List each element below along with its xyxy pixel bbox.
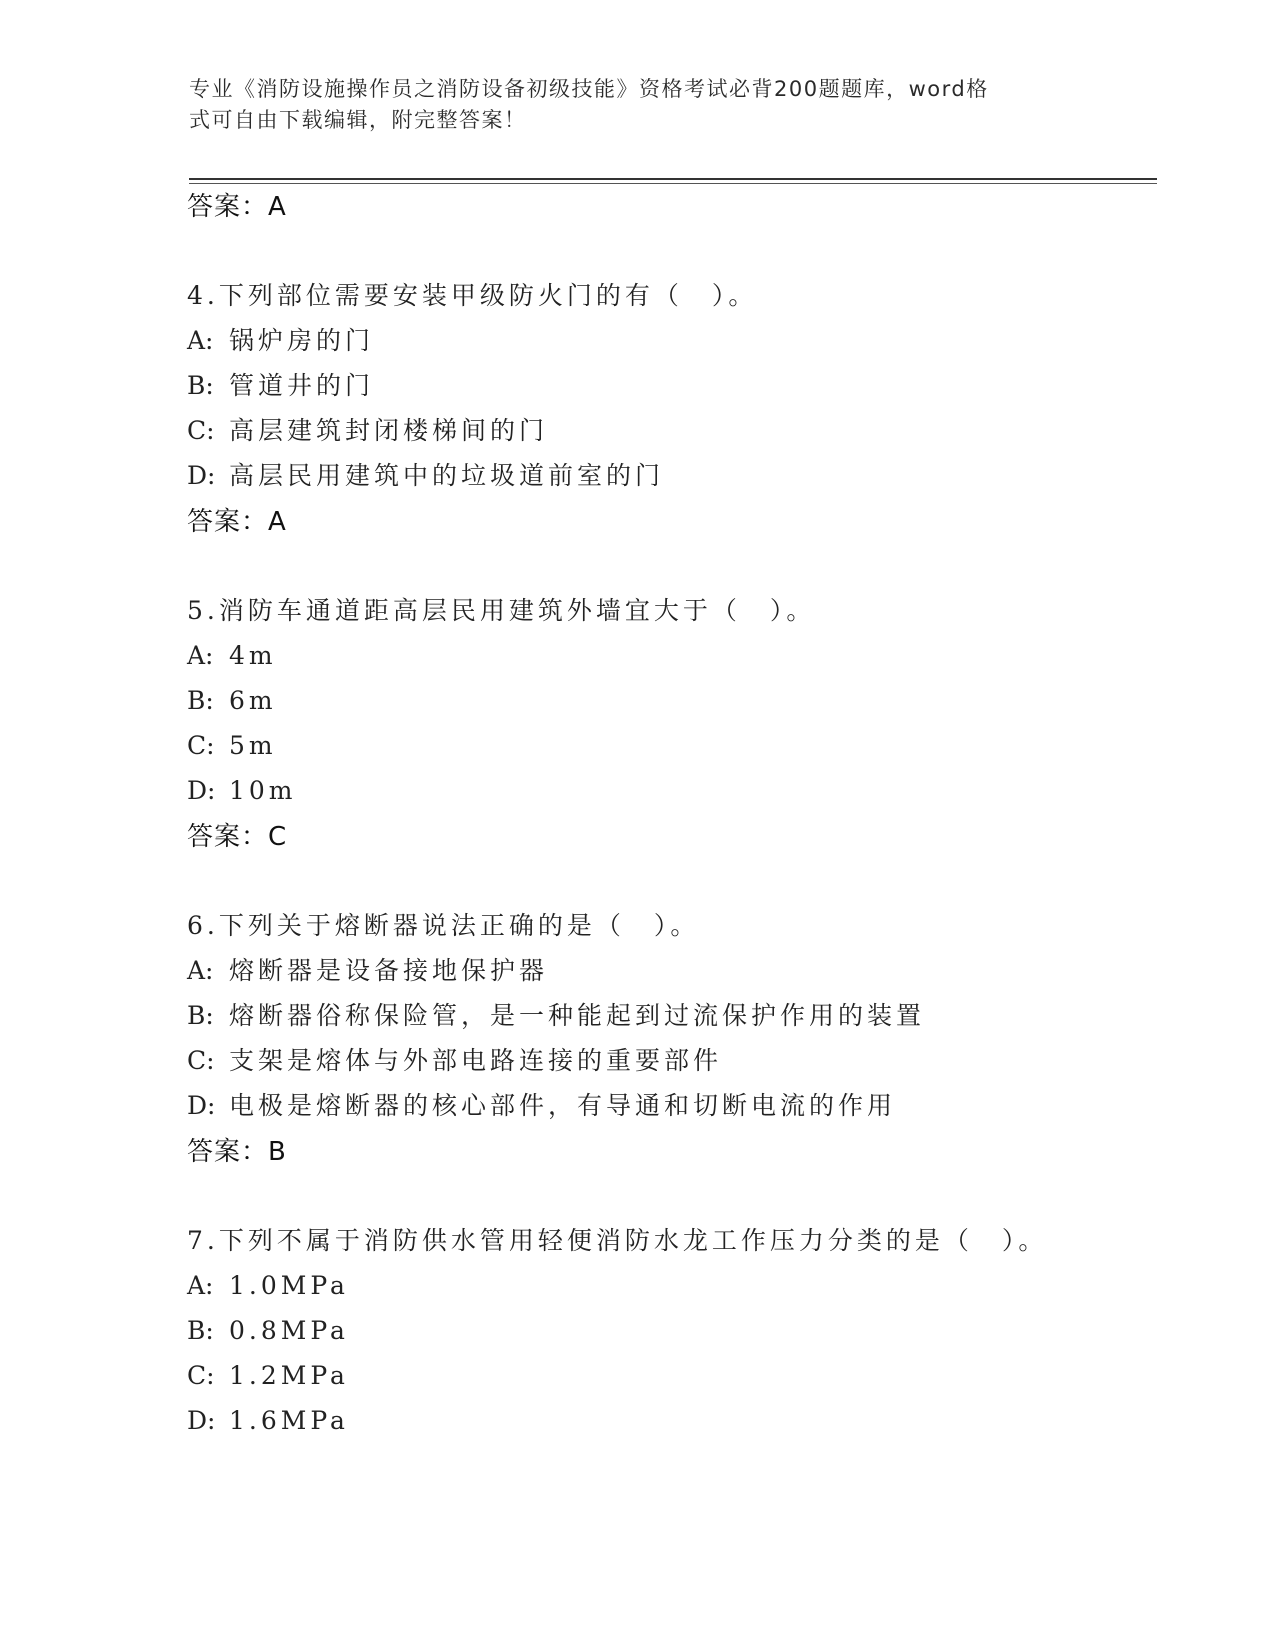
- option-letter: B:: [187, 1316, 214, 1345]
- header-line-1: 专业《消防设施操作员之消防设备初级技能》资格考试必背200题题库，word格: [189, 77, 989, 101]
- question-7-option-b: [187, 1314, 349, 1348]
- option-text: 熔断器俗称保险管，是一种能起到过流保护作用的装置: [229, 1001, 926, 1030]
- option-letter: D:: [187, 776, 216, 805]
- option-text: 高层建筑封闭楼梯间的门: [229, 416, 549, 445]
- question-7-stem: 7.下列不属于消防供水管用轻便消防水龙工作压力分类的是（ ）。: [187, 1226, 1048, 1255]
- answer-prev: [187, 190, 287, 224]
- option-text: 电极是熔断器的核心部件，有导通和切断电流的作用: [229, 1091, 897, 1120]
- option-text: 1.6MPa: [229, 1406, 349, 1435]
- question-4-option-c: [187, 414, 548, 448]
- option-text: 5m: [229, 731, 277, 760]
- header-rule-thin: [189, 183, 1157, 184]
- option-text: 10m: [229, 776, 297, 805]
- question-5-option-c: [187, 729, 277, 763]
- option-text: 熔断器是设备接地保护器: [229, 956, 549, 985]
- option-letter: A:: [187, 641, 214, 670]
- option-letter: C:: [187, 731, 215, 760]
- answer-value: A: [268, 192, 287, 222]
- option-letter: C:: [187, 1046, 215, 1075]
- option-letter: A:: [187, 326, 214, 355]
- option-letter: C:: [187, 416, 215, 445]
- question-6-stem: 6.下列关于熔断器说法正确的是（ ）。: [187, 911, 700, 940]
- question-6-option-a: [187, 954, 548, 988]
- question-4-stem: 4.下列部位需要安装甲级防火门的有（ ）。: [187, 281, 758, 310]
- option-letter: B:: [187, 371, 214, 400]
- question-7-option-d: [187, 1404, 349, 1438]
- option-text: 1.0MPa: [229, 1271, 349, 1300]
- question-6-option-d: [187, 1089, 896, 1123]
- answer-label: 答案：: [187, 1137, 269, 1167]
- option-text: 高层民用建筑中的垃圾道前室的门: [229, 461, 665, 490]
- option-text: 6m: [229, 686, 277, 715]
- header-line-2: 式可自由下载编辑，附完整答案！: [189, 108, 527, 132]
- option-letter: A:: [187, 1271, 214, 1300]
- option-text: 管道井的门: [229, 371, 375, 400]
- question-4-answer: [187, 505, 287, 539]
- question-5-option-a: [187, 639, 277, 673]
- answer-value: A: [268, 507, 287, 537]
- question-5-option-d: [187, 774, 297, 808]
- option-letter: D:: [187, 461, 216, 490]
- question-6-option-c: [187, 1044, 722, 1078]
- option-letter: D:: [187, 1091, 216, 1120]
- header-rule-thick: [189, 178, 1157, 180]
- question-4-option-d: [187, 459, 664, 493]
- answer-label: 答案：: [187, 192, 269, 222]
- option-letter: C:: [187, 1361, 215, 1390]
- question-5-stem: 5.消防车通道距高层民用建筑外墙宜大于（ ）。: [187, 596, 816, 625]
- option-text: 4m: [229, 641, 277, 670]
- answer-value: C: [268, 822, 288, 852]
- option-letter: D:: [187, 1406, 216, 1435]
- answer-label: 答案：: [187, 507, 269, 537]
- answer-label: 答案：: [187, 822, 269, 852]
- option-text: 1.2MPa: [229, 1361, 349, 1390]
- question-4-option-b: [187, 369, 374, 403]
- question-7-option-a: [187, 1269, 349, 1303]
- question-4-option-a: [187, 324, 374, 358]
- question-6-option-b: [187, 999, 925, 1033]
- option-letter: B:: [187, 686, 214, 715]
- option-text: 锅炉房的门: [229, 326, 375, 355]
- option-letter: B:: [187, 1001, 214, 1030]
- question-6-answer: [187, 1135, 287, 1169]
- option-letter: A:: [187, 956, 214, 985]
- question-5-option-b: [187, 684, 277, 718]
- option-text: 0.8MPa: [229, 1316, 349, 1345]
- option-text: 支架是熔体与外部电路连接的重要部件: [229, 1046, 723, 1075]
- question-7-option-c: [187, 1359, 349, 1393]
- answer-value: B: [268, 1137, 287, 1167]
- document-header: [189, 74, 1079, 136]
- question-5-answer: [187, 820, 287, 854]
